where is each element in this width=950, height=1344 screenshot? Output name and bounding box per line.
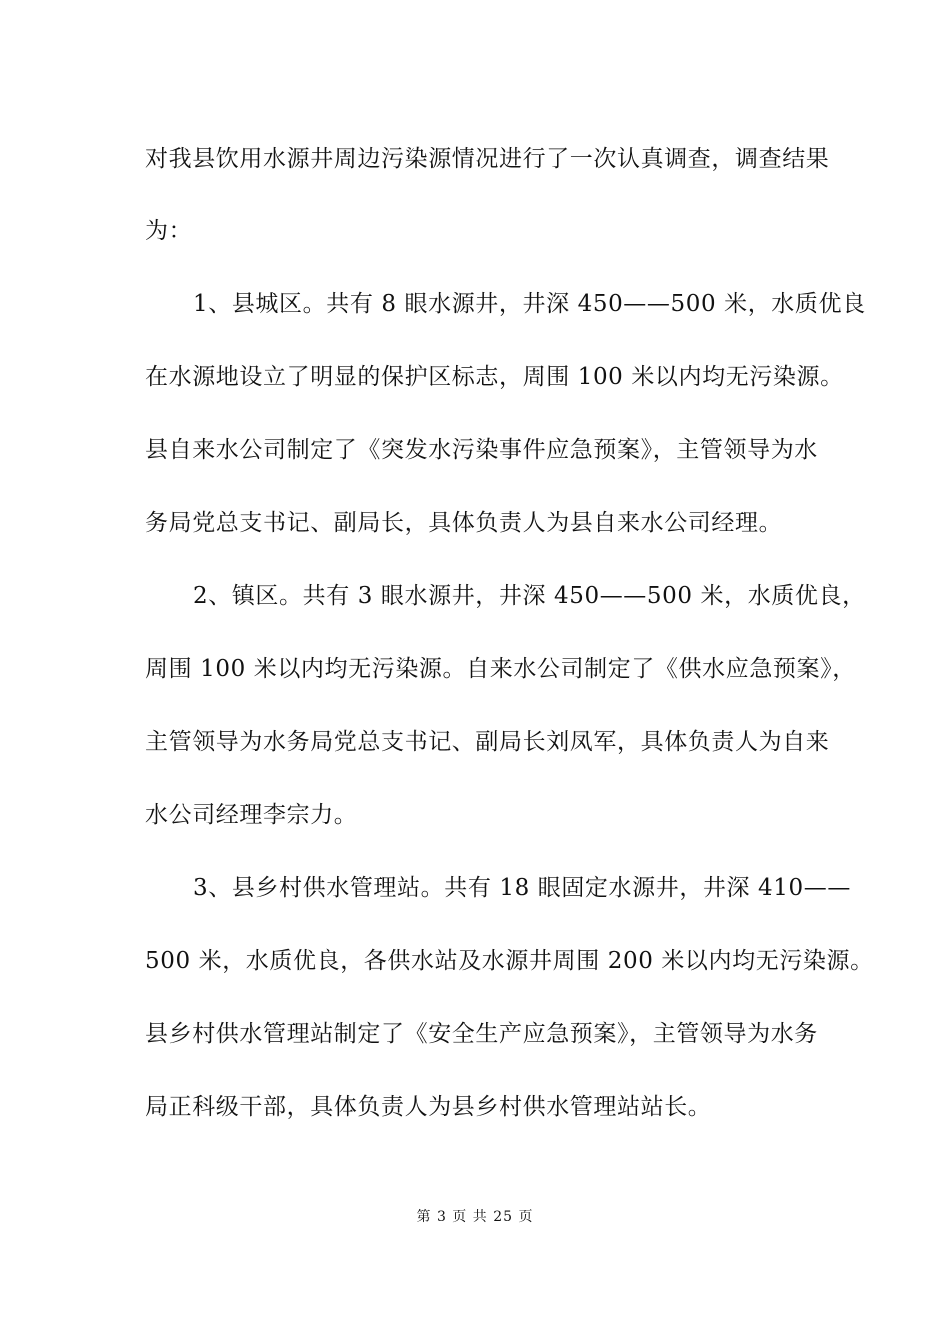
text-line-5: 县自来水公司制定了《突发水污染事件应急预案》，主管领导为水 <box>145 437 818 463</box>
text-line-8: 周围 100 米以内均无污染源。自来水公司制定了《供水应急预案》， <box>145 656 856 682</box>
text-line-14: 局正科级干部，具体负责人为县乡村供水管理站站长。 <box>145 1094 712 1120</box>
text-line-1: 对我县饮用水源井周边污染源情况进行了一次认真调查，调查结果 <box>145 146 830 172</box>
text-line-3: 1、县城区。共有 8 眼水源井，井深 450——500 米，水质优良 <box>193 291 866 317</box>
text-line-13: 县乡村供水管理站制定了《安全生产应急预案》，主管领导为水务 <box>145 1021 818 1047</box>
text-line-2: 为： <box>145 218 193 244</box>
text-line-6: 务局党总支书记、副局长，具体负责人为县自来水公司经理。 <box>145 510 783 536</box>
text-line-7: 2、镇区。共有 3 眼水源井，井深 450——500 米，水质优良， <box>193 583 866 609</box>
page-number-footer: 第 3 页 共 25 页 <box>416 1209 534 1225</box>
text-line-4: 在水源地设立了明显的保护区标志，周围 100 米以内均无污染源。 <box>145 364 844 390</box>
text-line-12: 500 米，水质优良，各供水站及水源井周围 200 米以内均无污染源。 <box>145 948 874 974</box>
text-line-11: 3、县乡村供水管理站。共有 18 眼固定水源井，井深 410—— <box>193 875 851 901</box>
text-line-9: 主管领导为水务局党总支书记、副局长刘凤军，具体负责人为自来 <box>145 729 830 755</box>
text-line-10: 水公司经理李宗力。 <box>145 802 358 828</box>
